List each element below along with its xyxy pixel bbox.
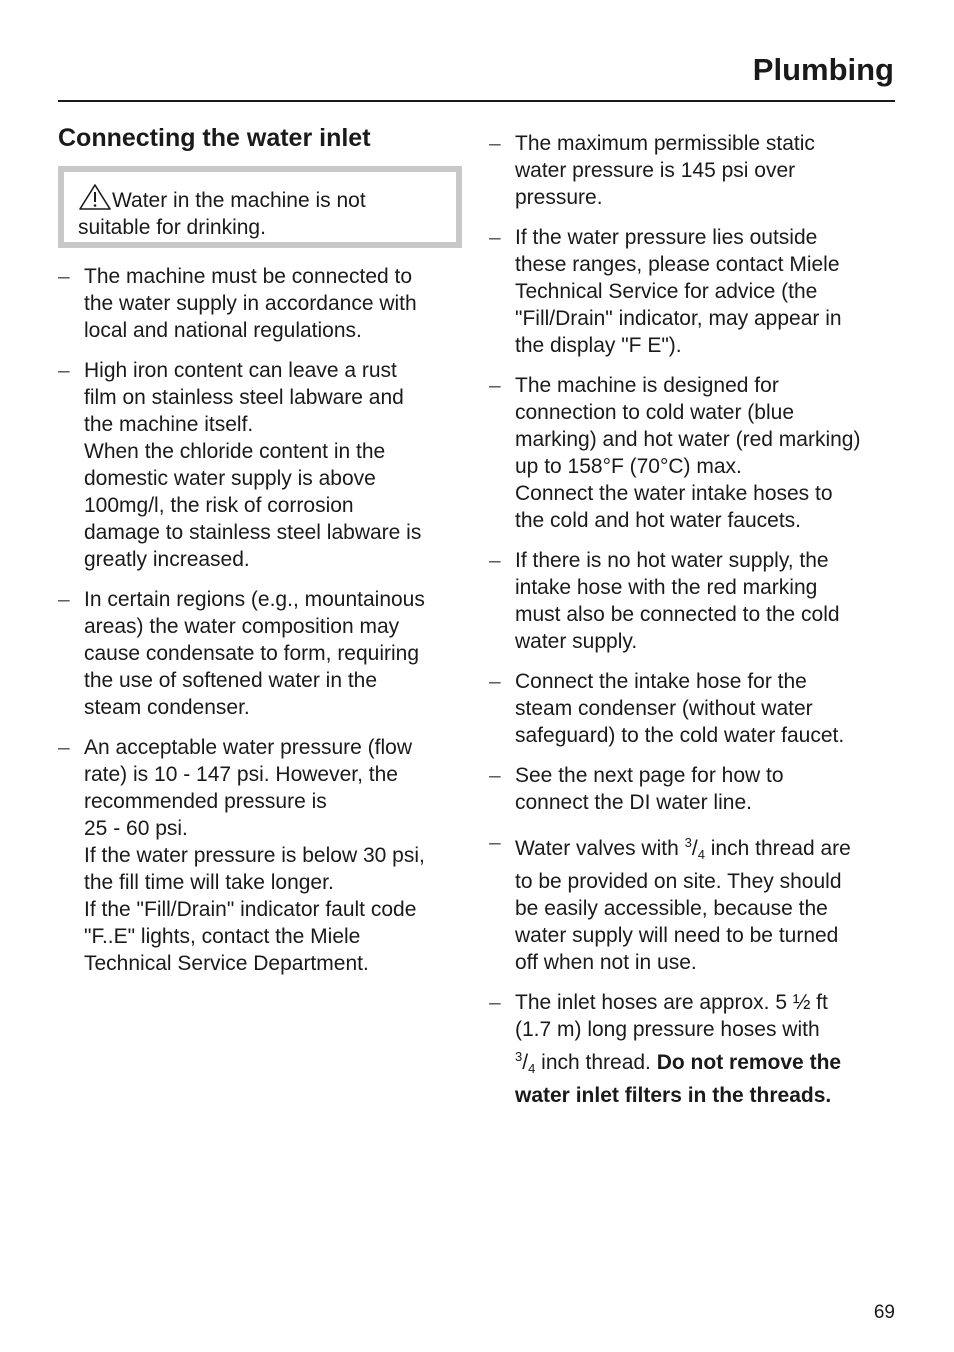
text-line: Connect the water intake hoses to [515, 482, 833, 505]
text-line: the fill time will take longer. [84, 871, 334, 894]
dash-bullet: – [489, 670, 501, 693]
fraction-numerator: 3 [515, 1049, 523, 1064]
warning-line-2: suitable for drinking. [78, 216, 266, 239]
text-line: water supply will need to be turned [515, 924, 839, 947]
dash-bullet: – [489, 549, 501, 572]
text-line: The maximum permissible static [515, 132, 815, 155]
warning-text [78, 184, 448, 241]
text-line: When the chloride content in the [84, 440, 386, 463]
text-line: off when not in use. [515, 951, 697, 974]
text-line: to be provided on site. They should [515, 870, 842, 893]
bold-warning-text: Do not remove the [656, 1051, 842, 1074]
text-line: areas) the water composition may [84, 615, 400, 638]
list-item-inlet-hoses [489, 989, 899, 1109]
list-item [58, 263, 463, 344]
dash-bullet: – [489, 374, 501, 397]
fraction-denominator: 4 [697, 847, 705, 862]
page-number: 69 [873, 1302, 895, 1323]
list-item [489, 224, 899, 359]
list-item [489, 762, 899, 816]
text-line: greatly increased. [84, 548, 250, 571]
page-title: Plumbing [752, 52, 894, 87]
dash-bullet: – [489, 991, 501, 1014]
dash-bullet: – [489, 132, 501, 155]
text-line: High iron content can leave a rust [84, 359, 397, 382]
text-line: connection to cold water (blue [515, 401, 794, 424]
text-line: An acceptable water pressure (flow [84, 736, 412, 759]
text-line: the cold and hot water faucets. [515, 509, 802, 532]
warning-triangle-icon [78, 184, 112, 210]
fraction-slash: / [522, 1051, 529, 1074]
text-line: steam condenser (without water [515, 697, 813, 720]
text-line: damage to stainless steel labware is [84, 521, 422, 544]
text-line [515, 829, 899, 868]
text-line: (1.7 m) long pressure hoses with [515, 1018, 820, 1041]
text-line: safeguard) to the cold water faucet. [515, 724, 845, 747]
right-bullet-list [489, 130, 899, 1122]
text-fragment: inch thread are [704, 837, 851, 860]
text-line: the water supply in accordance with [84, 292, 417, 315]
text-line: film on stainless steel labware and [84, 386, 404, 409]
text-line: "F..E" lights, contact the Miele [84, 925, 361, 948]
text-line: See the next page for how to [515, 764, 784, 787]
list-item-water-valves [489, 829, 899, 976]
text-line: local and national regulations. [84, 319, 362, 342]
dash-bullet: – [58, 359, 70, 382]
text-line: Technical Service Department. [84, 952, 369, 975]
text-line: these ranges, please contact Miele [515, 253, 840, 276]
text-line: water supply. [515, 630, 638, 653]
text-fragment: inch thread. [535, 1051, 657, 1074]
list-item [489, 372, 899, 534]
text-line: up to 158°F (70°C) max. [515, 455, 742, 478]
text-line: domestic water supply is above [84, 467, 376, 490]
list-item [489, 547, 899, 655]
text-line: The machine is designed for [515, 374, 779, 397]
text-line: connect the DI water line. [515, 791, 752, 814]
text-fragment: Water valves with [515, 837, 685, 860]
text-line: water pressure is 145 psi over [515, 159, 796, 182]
text-line [515, 1043, 899, 1082]
warning-line-1: Water in the machine is not [112, 189, 366, 212]
text-line: If there is no hot water supply, the [515, 549, 829, 572]
text-line: cause condensate to form, requiring [84, 642, 420, 665]
text-line: must also be connected to the cold [515, 603, 840, 626]
text-line: rate) is 10 - 147 psi. However, the [84, 763, 398, 786]
fraction-numerator: 3 [684, 835, 692, 850]
header-rule [58, 100, 895, 102]
bold-warning-text: water inlet filters in the threads. [515, 1084, 832, 1107]
list-item [58, 586, 463, 721]
text-line: the display "F E"). [515, 334, 682, 357]
list-item [489, 130, 899, 211]
text-line: If the water pressure is below 30 psi, [84, 844, 425, 867]
list-item [58, 357, 463, 573]
fraction-denominator: 4 [528, 1061, 536, 1076]
dash-bullet: – [489, 831, 501, 854]
text-line: steam condenser. [84, 696, 250, 719]
text-line: 25 - 60 psi. [84, 817, 188, 840]
text-line: pressure. [515, 186, 603, 209]
dash-bullet: – [58, 265, 70, 288]
text-line: the use of softened water in the [84, 669, 378, 692]
text-line: The machine must be connected to [84, 265, 413, 288]
text-line: If the water pressure lies outside [515, 226, 818, 249]
text-line: If the "Fill/Drain" indicator fault code [84, 898, 417, 921]
list-item [58, 734, 463, 977]
section-heading: Connecting the water inlet [58, 124, 371, 152]
list-item [489, 668, 899, 749]
text-line: Technical Service for advice (the [515, 280, 818, 303]
dash-bullet: – [58, 588, 70, 611]
text-line: be easily accessible, because the [515, 897, 828, 920]
text-line: 100mg/l, the risk of corrosion [84, 494, 354, 517]
dash-bullet: – [489, 226, 501, 249]
text-line: the machine itself. [84, 413, 254, 436]
text-line: In certain regions (e.g., mountainous [84, 588, 425, 611]
warning-box [58, 166, 462, 248]
text-line: Connect the intake hose for the [515, 670, 807, 693]
text-line: recommended pressure is [84, 790, 327, 813]
text-line: The inlet hoses are approx. 5 ½ ft [515, 991, 828, 1014]
dash-bullet: – [489, 764, 501, 787]
text-line: "Fill/Drain" indicator, may appear in [515, 307, 842, 330]
dash-bullet: – [58, 736, 70, 759]
text-line: intake hose with the red marking [515, 576, 818, 599]
text-line: marking) and hot water (red marking) [515, 428, 861, 451]
left-bullet-list [58, 263, 463, 990]
fraction-slash: / [691, 837, 698, 860]
